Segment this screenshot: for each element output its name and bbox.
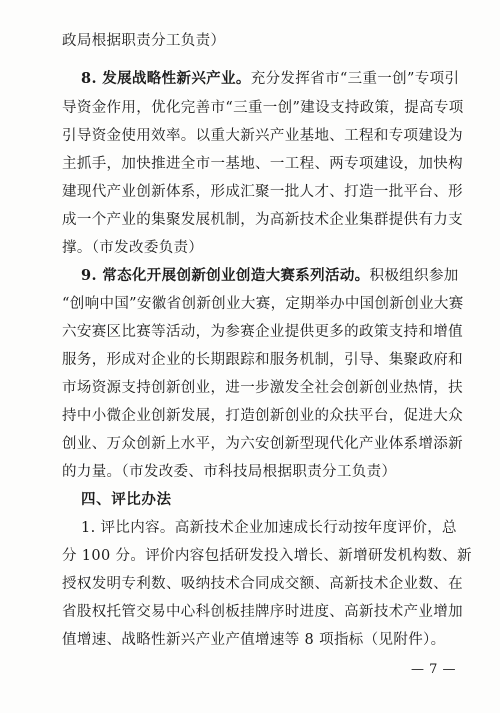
text-line: 值增速、战略性新兴产业产值增速等 8 项指标（见附件）。 bbox=[62, 632, 446, 648]
text-line: 导资金作用，优化完善市“三重一创”建设支持政策，提高专项 bbox=[62, 100, 464, 116]
text-line: 省股权托管交易中心科创板挂牌序时进度、高新技术产业增加 bbox=[62, 604, 463, 620]
item-9-heading: 9. 常态化开展创新创业创造大赛系列活动。 bbox=[81, 267, 370, 284]
item-8-heading: 8. 发展战略性新兴产业。 bbox=[81, 70, 251, 87]
text-line: 六安赛区比赛等活动，为参赛企业提供更多的政策支持和增值 bbox=[62, 324, 463, 340]
text-line: 政局根据职责分工负责） bbox=[62, 33, 226, 49]
text-line: 创业、万众创新上水平，为六安创新型现代化产业体系增添新 bbox=[62, 436, 463, 452]
item-9-first-line bbox=[81, 266, 459, 286]
text-line: 的力量。（市发改委、市科技局根据职责分工负责） bbox=[62, 464, 397, 480]
text-line: 市场资源支持创新创业，进一步激发全社会创新创业热情，扶 bbox=[62, 380, 463, 396]
text-line: “创响中国”安徽省创新创业大赛，定期举办中国创新创业大赛 bbox=[62, 296, 464, 312]
text-line: 服务，形成对企业的长期跟踪和服务机制，引导、集聚政府和 bbox=[62, 352, 463, 368]
text-line: 建现代产业创新体系，形成汇聚一批人才、打造一批平台、形 bbox=[62, 184, 463, 200]
item-9-text: 积极组织参加 bbox=[369, 268, 459, 284]
text-line: 主抓手，加快推进全市一基地、一工程、两专项建设，加快构 bbox=[62, 156, 463, 172]
item-8-first-line bbox=[81, 69, 460, 89]
item-8-text: 充分发挥省市“三重一创”专项引 bbox=[250, 71, 460, 87]
text-line: 引导资金使用效率。以重大新兴产业基地、工程和专项建设为 bbox=[62, 128, 463, 144]
text-line: 分 100 分。评价内容包括研发投入增长、新增研发机构数、新 bbox=[62, 548, 472, 564]
page-number: — 7 — bbox=[410, 662, 456, 677]
text-line: 撑。（市发改委负责） bbox=[62, 240, 204, 256]
text-line: 持中小微企业创新发展，打造创新创业的众扶平台，促进大众 bbox=[62, 408, 463, 424]
item-1-first-line: 1. 评比内容。高新技术企业加速成长行动按年度评价，总 bbox=[81, 520, 457, 536]
section-heading: 四、评比办法 bbox=[81, 492, 172, 508]
text-line: 成一个产业的集聚发展机制，为高新技术企业集群提供有力支 bbox=[62, 212, 463, 228]
text-line: 授权发明专利数、吸纳技术合同成交额、高新技术企业数、在 bbox=[62, 576, 463, 592]
